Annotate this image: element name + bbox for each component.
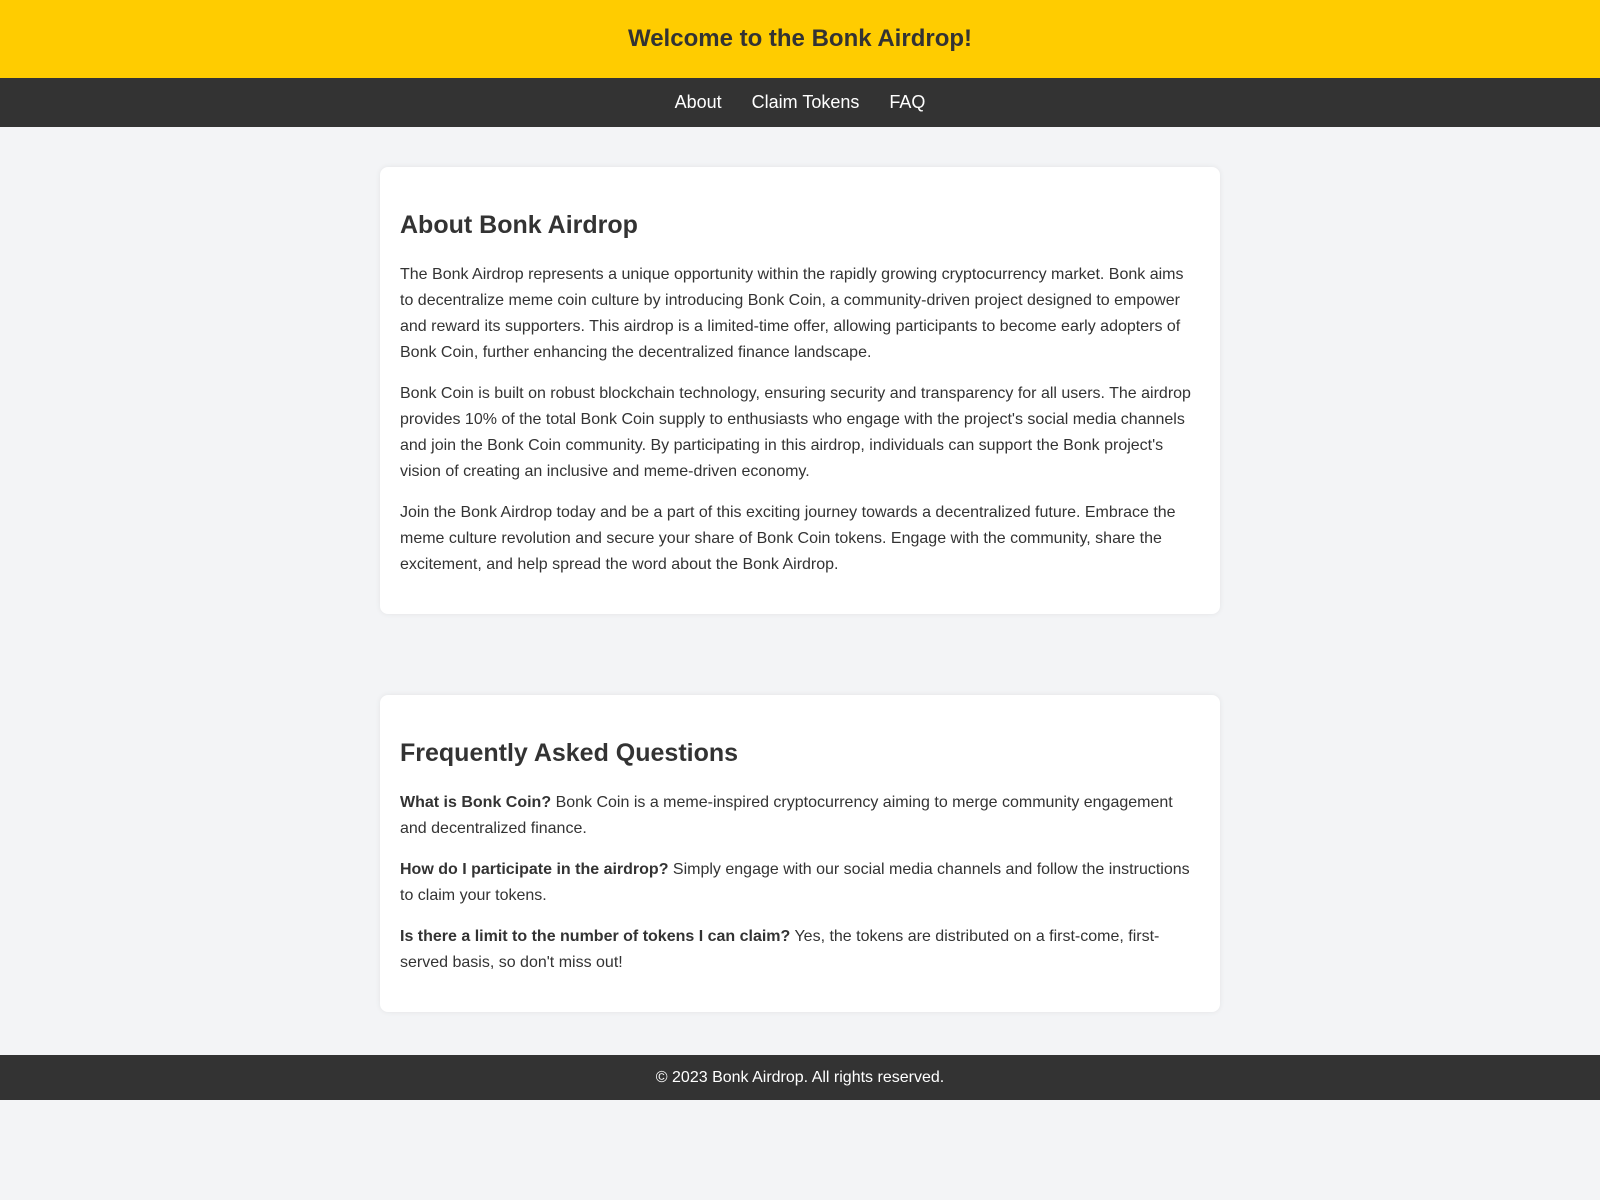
about-paragraph: Bonk Coin is built on robust blockchain technology, ensuring security and transparency for all users. The airdrop provides 10% of the total Bonk Coin supply to enthusiasts who engage with the project's social media channels and join the Bonk Coin community. By participating in this airdrop, individuals can support the Bonk project's vision of creating an inclusive and meme-driven economy.: [400, 385, 1191, 480]
faq-item: [400, 857, 1200, 909]
faq-heading: Frequently Asked Questions: [400, 739, 739, 767]
about-section: [380, 167, 1220, 614]
faq-question: How do I participate in the airdrop?: [400, 861, 669, 878]
nav-link-about[interactable]: About: [674, 92, 722, 112]
faq-answer: Bonk Coin is a meme-inspired cryptocurrency aiming to merge community engagement and decentralized finance.: [400, 794, 1173, 837]
page-title: Welcome to the Bonk Airdrop!: [627, 25, 972, 52]
about-paragraph: The Bonk Airdrop represents a unique opportunity within the rapidly growing cryptocurrency market. Bonk aims to decentralize meme coin culture by introducing Bonk Coin, a community-driven project designed to empower and reward its supporters. This airdrop is a limited-time offer, allowing participants to become early adopters of Bonk Coin, further enhancing the decentralized finance landscape.: [400, 266, 1184, 361]
faq-question: What is Bonk Coin?: [400, 794, 552, 811]
nav-link-faq[interactable]: FAQ: [889, 92, 926, 112]
about-paragraph: Join the Bonk Airdrop today and be a part of this exciting journey towards a decentralized future. Embrace the meme culture revolution and secure your share of Bonk Coin tokens. Engage with the community, share the excitement, and help spread the word about the Bonk Airdrop.: [400, 504, 1176, 573]
copyright-text: © 2023 Bonk Airdrop. All rights reserved.: [655, 1068, 945, 1086]
faq-item: [400, 924, 1200, 976]
faq-item: [400, 790, 1200, 842]
faq-question: Is there a limit to the number of tokens I can claim?: [400, 928, 791, 945]
main-nav: [0, 78, 1600, 127]
site-footer: [0, 1055, 1600, 1100]
nav-link-claim-tokens[interactable]: Claim Tokens: [751, 92, 860, 112]
faq-answer: Yes, the tokens are distributed on a first-come, first-served basis, so don't miss out!: [400, 928, 1160, 971]
faq-answer: Simply engage with our social media channels and follow the instructions to claim your tokens.: [400, 861, 1190, 904]
about-heading: About Bonk Airdrop: [400, 211, 638, 239]
faq-section: [380, 695, 1220, 1012]
site-header: [0, 0, 1600, 78]
